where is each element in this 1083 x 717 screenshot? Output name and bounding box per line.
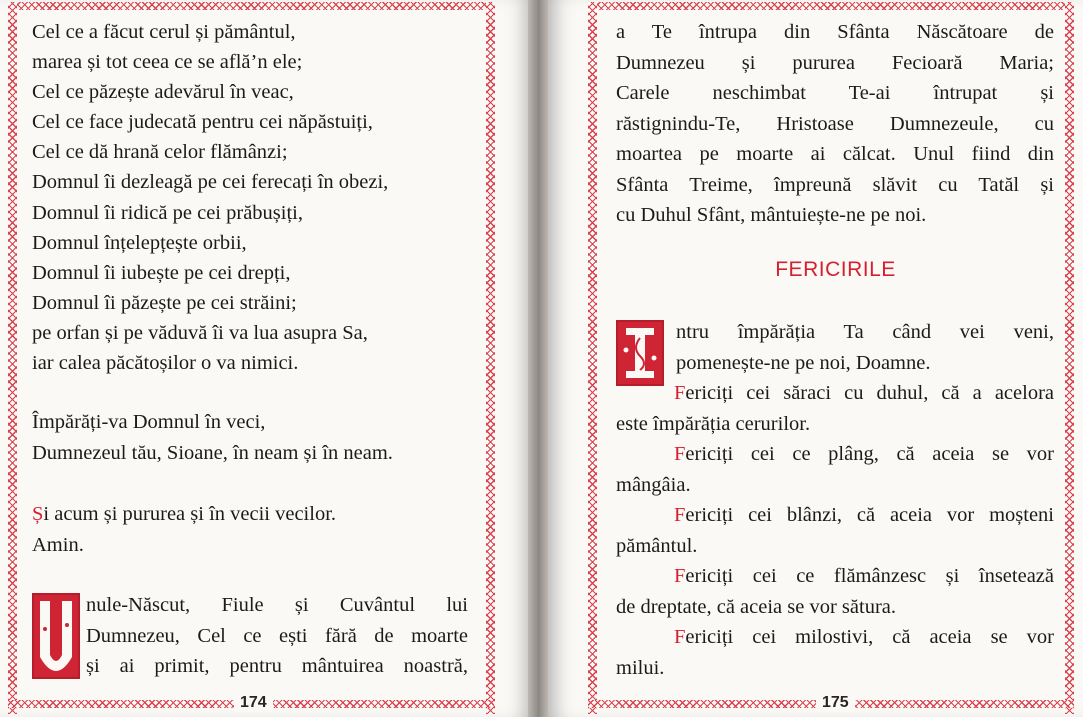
beatitude bbox=[616, 439, 1054, 500]
rubric-initial: F bbox=[674, 382, 686, 404]
rubric-initial: F bbox=[674, 504, 686, 526]
psalm-line: iar calea păcătoșilor o va nimici. bbox=[32, 352, 299, 375]
psalm-line: Domnul înțelepțește orbii, bbox=[32, 231, 247, 254]
beatitude-text: ericiți cei ce plâng, că aceia se vor bbox=[685, 443, 1054, 465]
rubric-initial: F bbox=[674, 565, 686, 587]
beatitude bbox=[616, 500, 1054, 561]
beatitude-text: ericiți cei milostivi, că aceia se vor bbox=[685, 626, 1054, 648]
psalm-line: Domnul îi păzește pe cei străini; bbox=[32, 291, 297, 314]
beatitude-first-line bbox=[616, 622, 1054, 653]
beatitude bbox=[616, 378, 1054, 439]
psalm-line: Cel ce a făcut cerul și pământul, bbox=[32, 21, 296, 43]
psalm-line: Cel ce păzește adevărul în veac, bbox=[32, 81, 294, 104]
hymn-line: cu Duhul Sfânt, mântuiește-ne pe noi. bbox=[616, 204, 927, 226]
right-page-left-border bbox=[588, 2, 597, 714]
beatitude-second-line: este împărăția cerurilor. bbox=[616, 412, 811, 435]
left-page-left-border bbox=[8, 2, 17, 714]
left-page-right-border bbox=[486, 2, 495, 714]
reign-verse bbox=[32, 407, 468, 469]
rubric-initial: F bbox=[674, 626, 686, 648]
hymn-line: răstignindu-Te, Hristoase Dumnezeule, cu bbox=[616, 112, 1054, 135]
page-number-right: 175 bbox=[816, 694, 855, 712]
glory-line-rest: i acum și pururea și în vecii vecilor. bbox=[43, 503, 337, 525]
beatitude-first-line bbox=[616, 439, 1054, 470]
hymn-line: Dumnezeu și pururea Fecioară Maria; bbox=[616, 51, 1054, 74]
reign-line: Dumnezeul tău, Sioane, în neam și în neam. bbox=[32, 442, 393, 464]
beatitude-second-line: milui. bbox=[616, 656, 665, 679]
hymn-text bbox=[86, 590, 468, 682]
hymn-line: Carele neschimbat Te-ai întrupat și bbox=[616, 82, 1054, 104]
beatitude-second-line: de dreptate, că aceia se vor sătura. bbox=[616, 595, 897, 618]
amen-line: Amin. bbox=[32, 534, 84, 556]
hymn-line: Dumnezeu, Cel ce ești fără de moarte bbox=[86, 624, 468, 647]
glory-verse bbox=[32, 499, 468, 561]
hymn-line: nule-Născut, Fiule și Cuvântul lui bbox=[86, 594, 468, 616]
rubric-initial: Ș bbox=[32, 503, 44, 525]
beatitudes-text bbox=[616, 378, 1054, 683]
hymn-continuation bbox=[616, 17, 1054, 231]
page-number-left: 174 bbox=[234, 694, 273, 712]
psalm-line: Cel ce dă hrană celor flămânzi; bbox=[32, 141, 288, 164]
kingdom-line: pomenește-ne pe noi, Doamne. bbox=[676, 351, 931, 374]
beatitude-first-line bbox=[616, 378, 1054, 409]
psalm-text bbox=[32, 17, 468, 378]
psalm-line: Cel ce face judecată pentru cei năpăstuiți, bbox=[32, 111, 373, 134]
beatitude bbox=[616, 561, 1054, 622]
left-page bbox=[0, 0, 532, 717]
psalm-line: marea și tot ceea ce se află’n ele; bbox=[32, 51, 303, 74]
psalm-line: Domnul îi ridică pe cei prăbușiți, bbox=[32, 201, 303, 224]
kingdom-verse bbox=[676, 317, 1054, 378]
illuminated-initial-i bbox=[616, 320, 664, 386]
beatitude bbox=[616, 622, 1054, 683]
left-page-top-border bbox=[8, 2, 494, 10]
hymn-line: a Te întrupa din Sfânta Născătoare de bbox=[616, 21, 1054, 43]
section-heading: FERICIRILE bbox=[775, 258, 896, 281]
ornament-icon bbox=[34, 595, 78, 677]
psalm-line: Domnul îi dezleagă pe cei ferecați în obezi, bbox=[32, 171, 389, 194]
psalm-line: pe orfan și pe văduvă îi va lua asupra Sa, bbox=[32, 321, 368, 344]
beatitude-text: ericiți cei ce flămânzesc și însetează bbox=[685, 565, 1054, 587]
right-page-top-border bbox=[588, 2, 1074, 10]
beatitude-text: ericiți cei blânzi, că aceia vor moșteni bbox=[685, 504, 1054, 526]
beatitude-second-line: pământul. bbox=[616, 534, 698, 557]
ornament-icon bbox=[618, 322, 662, 384]
glory-line bbox=[32, 499, 468, 530]
right-page-right-border bbox=[1065, 2, 1074, 714]
right-page bbox=[548, 0, 1083, 717]
kingdom-line: ntru împărăția Ta când vei veni, bbox=[676, 321, 1054, 343]
illuminated-initial-u bbox=[32, 593, 80, 679]
hymn-line: moartea pe moarte ai călcat. Unul fiind din bbox=[616, 143, 1054, 165]
beatitude-first-line bbox=[616, 561, 1054, 592]
beatitude-second-line: mângâia. bbox=[616, 473, 691, 496]
reign-line: Împărăți-va Domnul în veci, bbox=[32, 411, 266, 433]
beatitude-first-line bbox=[616, 500, 1054, 531]
beatitude-text: ericiți cei săraci cu duhul, că a acelora bbox=[685, 382, 1054, 404]
psalm-line: Domnul îi iubește pe cei drepți, bbox=[32, 261, 291, 284]
hymn-line: Sfânta Treime, împreună slăvit cu Tatăl și bbox=[616, 173, 1054, 196]
hymn-line: și ai primit, pentru mântuirea noastră, bbox=[86, 655, 468, 677]
rubric-initial: F bbox=[674, 443, 686, 465]
